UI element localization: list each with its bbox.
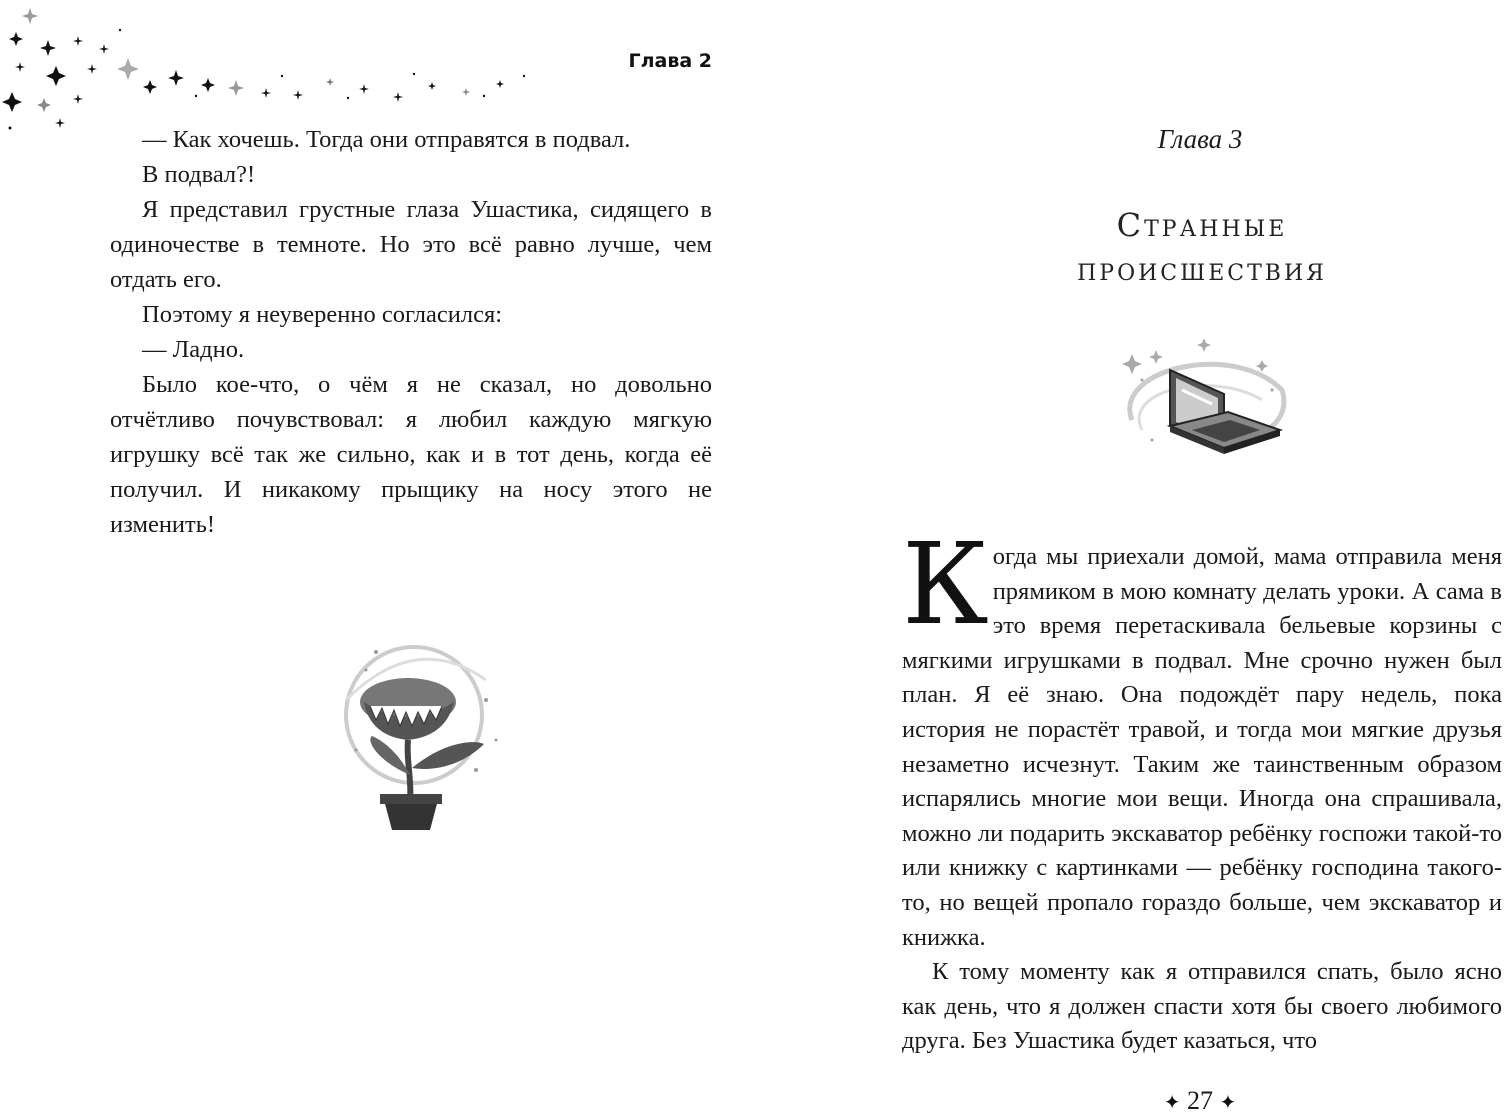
paragraph: Я представил грустные глаза Ушастика, сидящего в одиночестве в темноте. Но это всё равно лучше, чем отдать его. bbox=[110, 196, 712, 293]
paragraph: В подвал?! bbox=[142, 161, 256, 188]
star-icon: ✦ bbox=[1163, 1092, 1181, 1114]
running-head: Глава 2 bbox=[628, 50, 712, 72]
page-number bbox=[1150, 1086, 1250, 1116]
right-body-text bbox=[902, 520, 1502, 1059]
left-body-text bbox=[110, 122, 712, 542]
paragraph bbox=[902, 520, 1502, 955]
paragraph-text: огда мы приехали домой, мама отправила меня прямиком в мою комнату делать уроки. А сама в это время перетаскивала бельевые корзины с мягкими игрушками в подвал. Мне срочно нужен был план. Я её знаю. Она подождёт пару недель, пока история не порастёт травой, и тогда мои мягкие друзья незаметно исчезнут. Таким же таинственным образом испарялись многие мои вещи. Иногда она спрашивала, можно ли подарить экскаватор ребёнку госпожи такой-то или книжку с картинками — ребёнку господина такого-то, но вещей пропало гораздо больше, чем экскаватор и книжка. bbox=[902, 543, 1502, 951]
chapter-label: Глава 3 bbox=[1157, 124, 1243, 154]
paragraph: Поэтому я неуверенно согласился: bbox=[142, 301, 503, 328]
paragraph: К тому моменту как я отправился спать, было ясно как день, что я должен спасти хотя бы своего любимого друга. Без Ушастика будет казаться, что bbox=[902, 958, 1502, 1055]
stars-decoration-icon bbox=[0, 0, 540, 140]
paragraph: — Как хочешь. Тогда они отправятся в подвал. bbox=[142, 126, 631, 153]
paragraph: — Ладно. bbox=[142, 336, 245, 363]
chapter-title-line2: происшествия bbox=[1077, 250, 1327, 288]
chapter-title-line1: Странные bbox=[1116, 206, 1288, 244]
chapter-title bbox=[1000, 203, 1404, 291]
laptop-icon bbox=[1112, 330, 1290, 480]
page-number-value: 27 bbox=[1187, 1086, 1213, 1115]
venus-flytrap-plant-icon bbox=[336, 640, 516, 835]
star-icon: ✦ bbox=[1219, 1092, 1237, 1114]
paragraph: Было кое-что, о чём я не сказал, но довольно отчётливо почувствовал: я любил каждую мягкую игрушку всё так же сильно, как и в тот день, когда её получил. И никакому прыщику на носу этого не изменить! bbox=[110, 371, 712, 538]
drop-cap: К bbox=[902, 520, 989, 650]
